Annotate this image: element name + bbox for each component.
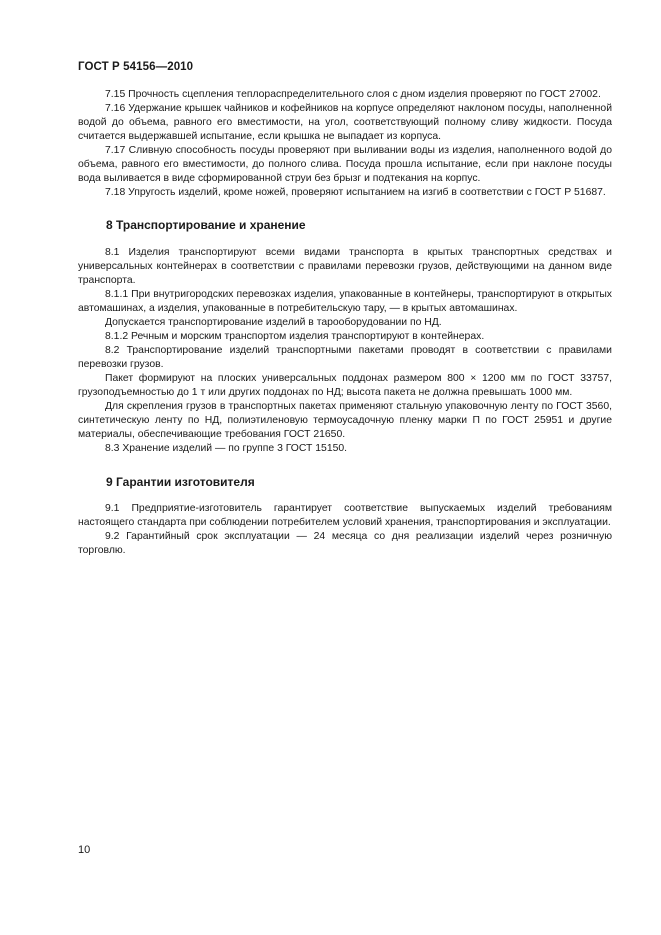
section-9-heading: 9 Гарантии изготовителя bbox=[106, 475, 255, 489]
paragraph-8-1-1: 8.1.1 При внутригородских перевозках изделия, упакованные в контейнеры, транспортируют в открытых автомашинах, а изделия, упакованные в потребительскую тару, — в крытых автомашинах. bbox=[78, 289, 612, 314]
paragraph-7-16: 7.16 Удержание крышек чайников и кофейников на корпусе определяют наклоном посуды, наполненной водой до объема, равного его вместимости, на угол, соответствующий полному сливу жидкости. Посуда считается выдержавшей испытание, если крышка не выпадает из корпуса. bbox=[78, 103, 612, 142]
paragraph-8-3: 8.3 Хранение изделий — по группе 3 ГОСТ 15150. bbox=[105, 443, 348, 454]
paragraph-8-1-2: 8.1.2 Речным и морским транспортом изделия транспортируют в контейнерах. bbox=[105, 331, 485, 342]
paragraph-8-1-1-note: Допускается транспортирование изделий в тарооборудовании по НД. bbox=[105, 317, 442, 328]
paragraph-8-2-pallet: Пакет формируют на плоских универсальных поддонах размером 800 × 1200 мм по ГОСТ 33757, грузоподъемностью до 1 т или других поддонах по НД; высота пакета не должна превышать 1000 мм. bbox=[78, 373, 612, 398]
paragraph-7-18: 7.18 Упругость изделий, кроме ножей, проверяют испытанием на изгиб в соответствии с ГОСТ Р 51687. bbox=[105, 187, 606, 198]
paragraph-9-2: 9.2 Гарантийный срок эксплуатации — 24 месяца со дня реализации изделий через розничную торговлю. bbox=[78, 531, 612, 556]
page-number: 10 bbox=[78, 844, 91, 856]
paragraph-9-1: 9.1 Предприятие-изготовитель гарантирует соответствие выпускаемых изделий требованиям настоящего стандарта при соблюдении потребителем условий хранения, транспортирования и эксплуатации. bbox=[78, 503, 612, 528]
paragraph-8-2-strapping: Для скрепления грузов в транспортных пакетах применяют стальную упаковочную ленту по ГОСТ 3560, синтетическую ленту по НД, полиэтиленовую термоусадочную пленку марки П по ГОСТ 25951 и другие материалы, обеспечивающие требования ГОСТ 21650. bbox=[78, 401, 612, 440]
paragraph-8-2: 8.2 Транспортирование изделий транспортными пакетами проводят в соответствии с правилами перевозки грузов. bbox=[78, 345, 612, 370]
document-header: ГОСТ Р 54156—2010 bbox=[78, 61, 194, 73]
paragraph-7-17: 7.17 Сливную способность посуды проверяют при выливании воды из изделия, наполненного водой до объема, равного его вместимости, до полного слива. Посуда прошла испытание, если при наклоне посуды вода выливается в виде сформированной струи без брызг и подтекания на корпус. bbox=[78, 145, 612, 184]
paragraph-7-15: 7.15 Прочность сцепления теплораспределительного слоя с дном изделия проверяют по ГОСТ 27002. bbox=[105, 89, 601, 100]
section-8-heading: 8 Транспортирование и хранение bbox=[106, 218, 306, 232]
document-body bbox=[78, 88, 612, 558]
paragraph-8-1: 8.1 Изделия транспортируют всеми видами транспорта в крытых транспортных средствах и универсальных контейнерах в соответствии с правилами перевозки грузов, действующими на данном виде транспорта. bbox=[78, 247, 612, 286]
